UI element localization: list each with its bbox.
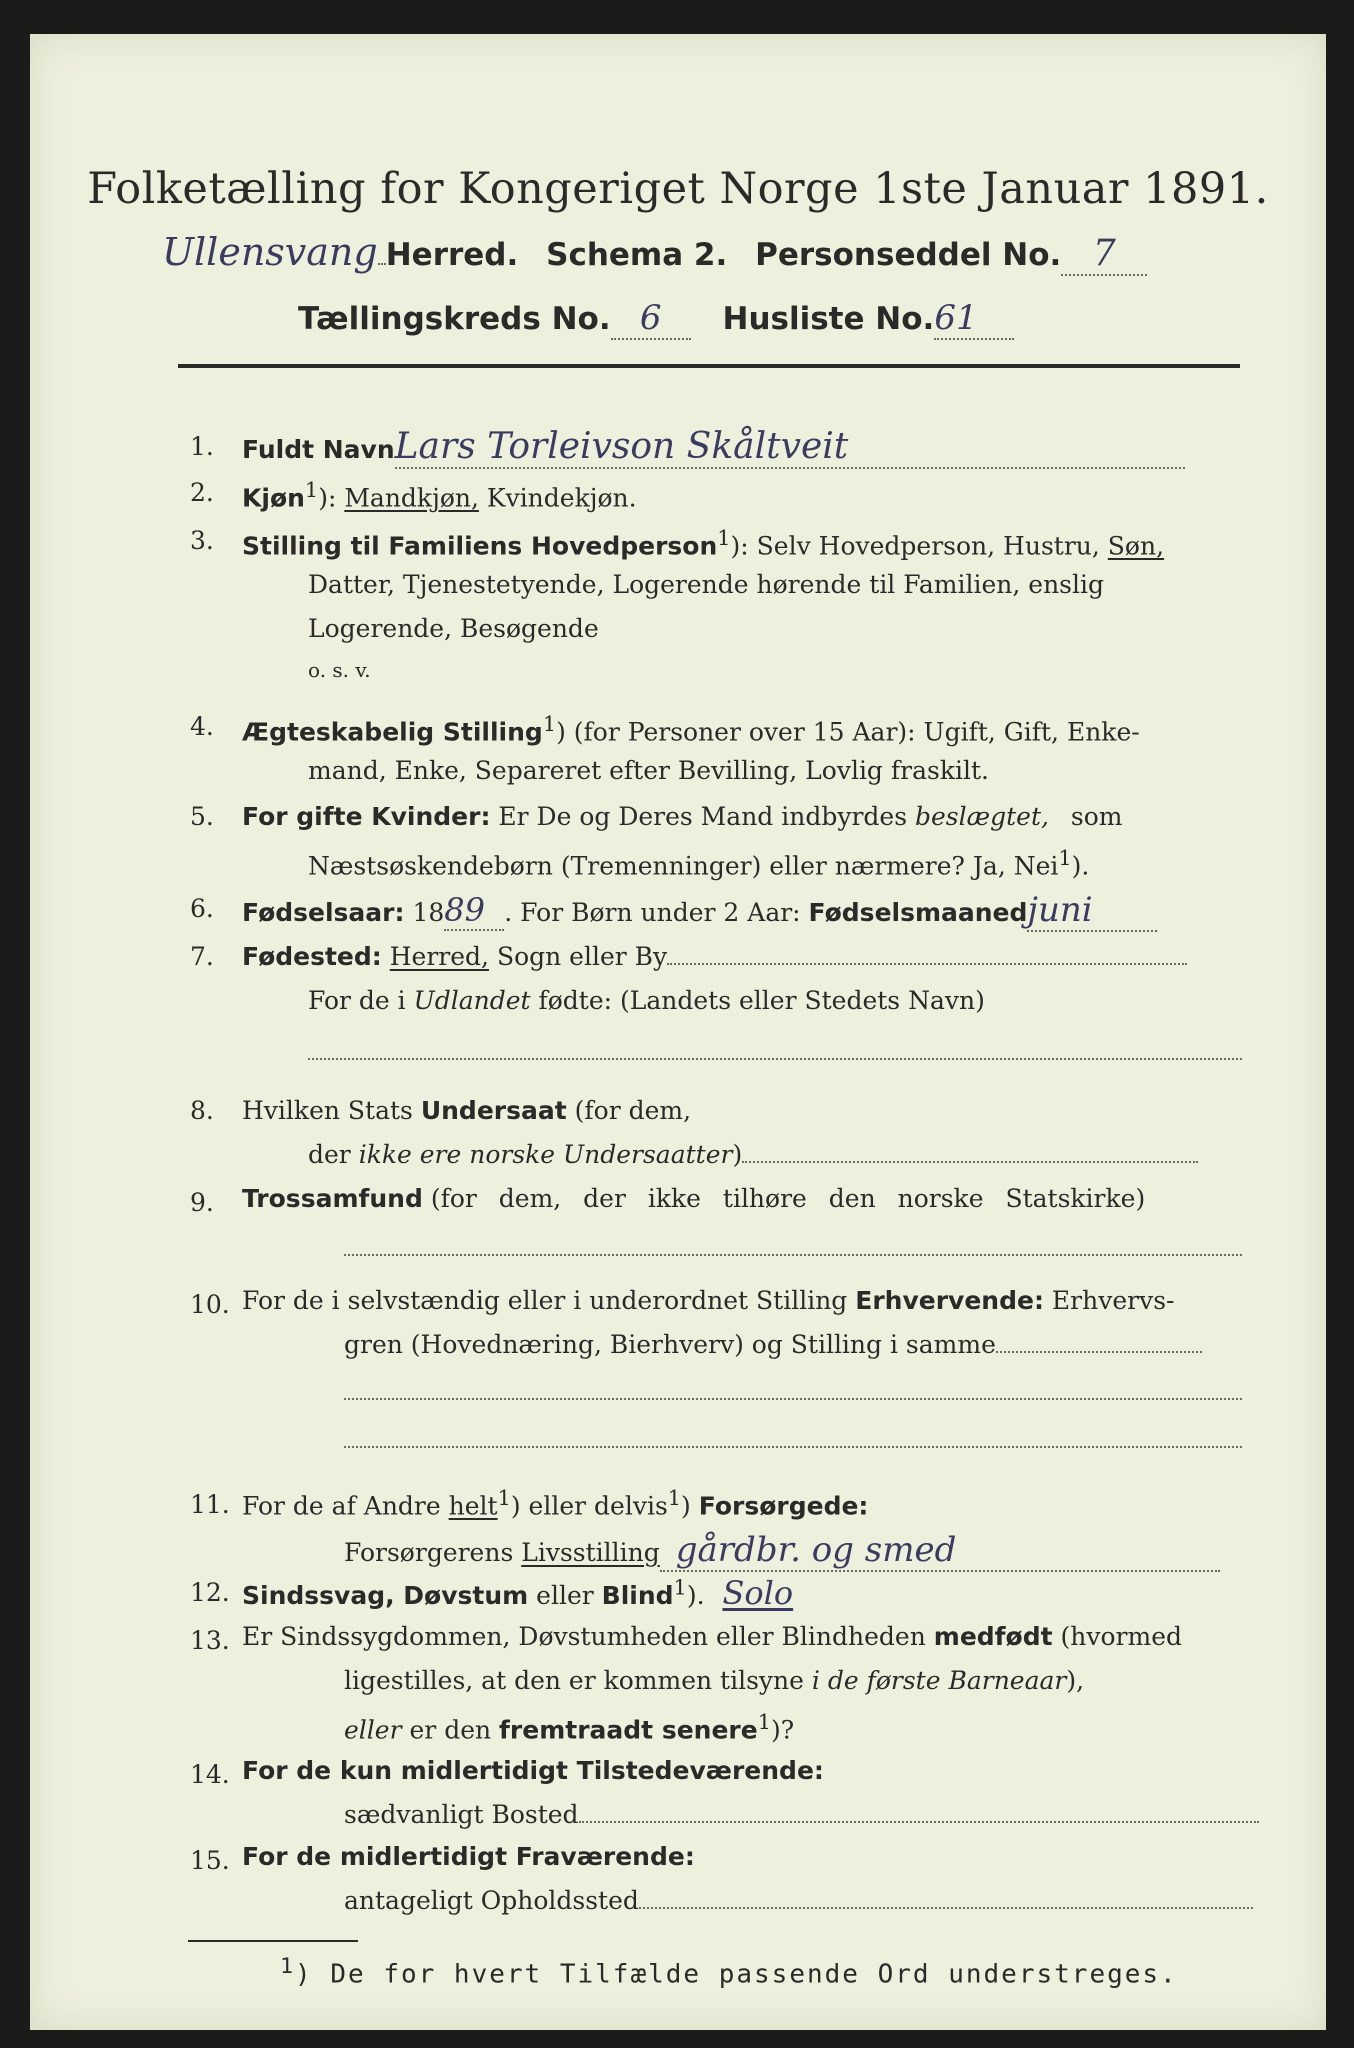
gender-label: Kjøn <box>242 483 305 513</box>
footnote <box>280 1954 1178 1990</box>
answer-line <box>344 1446 1242 1448</box>
dependent-label: Forsørgede: <box>698 1491 869 1521</box>
birth-year-value: 89 <box>444 891 485 929</box>
citizenship-line2 <box>308 1140 1198 1169</box>
abroad-suffix: fødte: (Landets eller Stedets Navn) <box>538 986 985 1015</box>
birth-year-prefix: 18 <box>412 898 445 927</box>
birthplace-line2 <box>308 986 985 1015</box>
married-women-label: For gifte Kvinder: <box>242 802 491 831</box>
item-temporary-absent <box>242 1842 695 1871</box>
option-son: Søn, <box>1107 531 1165 561</box>
abroad-prefix: For de i <box>308 986 406 1015</box>
personseddel-value: 7 <box>1092 233 1116 274</box>
birth-year-label: Fødselsaar: <box>242 898 405 927</box>
family-position-label: Stilling til Familiens Hovedperson <box>242 531 718 561</box>
punctuation: )? <box>770 1715 795 1745</box>
item-gender <box>242 478 637 512</box>
punctuation: ). <box>686 1581 705 1610</box>
schema-label: Schema 2. <box>546 237 728 273</box>
religion-label: Trossamfund <box>242 1184 423 1213</box>
usual-residence-label: sædvanligt Bosted <box>344 1800 579 1829</box>
item-number: 11. <box>190 1490 230 1519</box>
item-marital-status <box>242 712 1140 746</box>
abroad-word: Udlandet <box>413 986 531 1015</box>
provider-occupation-label: Livsstilling <box>521 1538 660 1567</box>
disability-label: Sindssvag, Døvstum <box>242 1581 529 1610</box>
married-women-question: Er De og Deres Mand indbyrdes <box>498 802 908 831</box>
married-women-line2 <box>308 846 1089 880</box>
temporary-absent-label: For de midlertidigt Fraværende: <box>242 1842 695 1871</box>
citizenship-label: Undersaat <box>420 1096 567 1125</box>
disability-value: Solo <box>722 1574 794 1612</box>
item-number: 7. <box>190 942 214 971</box>
footnote-ref: 1 <box>667 1486 682 1510</box>
provider-prefix: Forsørgerens <box>344 1538 514 1567</box>
family-position-options: ): Selv Hovedperson, Hustru, <box>730 531 1100 561</box>
married-women-question2: Næstsøskendebørn (Tremenninger) eller nærmere? Ja, Nei <box>308 851 1059 881</box>
birth-month-intro: . For Børn under 2 Aar: <box>504 898 801 927</box>
item-number: 5. <box>190 802 214 831</box>
citizenship-prefix: Hvilken Stats <box>242 1096 413 1125</box>
citizenship-line2-prefix: der <box>308 1140 351 1169</box>
colon: ): <box>318 483 337 513</box>
birthplace-option-herred: Herred, <box>389 942 489 971</box>
family-position-line2: Datter, Tjenestetyende, Logerende hørende til Familien, enslig <box>308 570 1105 599</box>
item-family-position <box>242 526 1164 560</box>
occupation-line2 <box>344 1330 1202 1359</box>
full-name-value: Lars Torleivson Skåltveit <box>394 426 849 467</box>
item-disability <box>242 1574 793 1612</box>
disability-or: eller <box>536 1581 594 1610</box>
item-congenital <box>242 1622 1182 1651</box>
kreds-value: 6 <box>639 298 662 338</box>
item-number: 2. <box>190 478 214 507</box>
item-dependent <box>242 1486 868 1520</box>
punctuation: ) <box>732 1140 743 1169</box>
occupation-label: Erhvervende: <box>855 1286 1044 1315</box>
item-number: 9. <box>190 1188 214 1217</box>
temporary-absent-line2 <box>344 1886 1253 1915</box>
footnote-ref: 1 <box>497 1486 511 1510</box>
personseddel-label: Personseddel No. <box>755 237 1062 273</box>
item-number: 13. <box>190 1626 230 1655</box>
citizenship-suffix: (for dem, <box>574 1096 692 1125</box>
family-position-line3: Logerende, Besøgende <box>308 614 599 643</box>
herred-label: Herred. <box>385 237 519 273</box>
married-women-som: som <box>1070 802 1123 831</box>
birthplace-label: Fødested: <box>242 942 382 971</box>
footnote-ref: 1 <box>304 478 319 502</box>
punctuation: ) <box>681 1491 691 1521</box>
occupation-prefix: For de i selvstændig eller i underordnet Stilling <box>242 1286 848 1315</box>
footnote-ref: 1 <box>1058 846 1072 870</box>
answer-line <box>308 1058 1242 1060</box>
dependent-line2 <box>344 1530 1220 1572</box>
footnote-ref: 1 <box>757 1710 771 1734</box>
item-birthplace <box>242 942 1187 971</box>
congenital-or: eller <box>344 1715 402 1745</box>
congenital-early-years: i de første Barneaar <box>811 1666 1067 1695</box>
birth-month-label: Fødselsmaaned <box>808 898 1028 927</box>
congenital-line3 <box>344 1710 794 1744</box>
item-number: 14. <box>190 1760 230 1789</box>
dependent-prefix: For de af Andre <box>242 1491 441 1521</box>
item-married-women <box>242 802 1123 831</box>
kreds-label: Tællingskreds No. <box>298 301 611 337</box>
congenital-question: Er Sindssygdommen, Døvstumheden eller Blindheden <box>242 1622 926 1651</box>
item-number: 3. <box>190 526 214 555</box>
footnote-ref: 1 <box>542 712 557 736</box>
family-position-line4: o. s. v. <box>308 658 371 682</box>
marital-status-line2: mand, Enke, Separeret efter Bevilling, Lovlig fraskilt. <box>308 756 989 785</box>
item-temporary-present <box>242 1756 824 1785</box>
congenital-suffix: (hvormed <box>1060 1622 1183 1651</box>
item-religion <box>242 1184 1145 1213</box>
congenital-label: medfødt <box>933 1622 1053 1651</box>
blind-label: Blind <box>601 1581 674 1610</box>
item-number: 1. <box>190 432 214 461</box>
dependent-delvis: ) eller delvis <box>510 1491 668 1521</box>
item-number: 4. <box>190 712 214 741</box>
header-rule <box>178 364 1240 368</box>
congenital-line2-prefix: ligestilles, at den er kommen tilsyne <box>344 1666 804 1695</box>
item-birth-year <box>242 890 1157 932</box>
footnote-ref: 1 <box>717 526 731 550</box>
marital-status-label: Ægteskabelig Stilling <box>242 717 543 747</box>
census-form <box>30 34 1326 2030</box>
answer-line <box>344 1254 1242 1256</box>
item-citizenship <box>242 1096 691 1125</box>
provider-occupation-value: gårdbr. og smed <box>675 1530 957 1570</box>
citizenship-line2-italic: ikke ere norske Undersaatter <box>358 1140 733 1169</box>
footnote-ref: 1 <box>673 1575 687 1600</box>
gender-option-male: Mandkjøn, <box>344 483 479 513</box>
item-occupation <box>242 1286 1174 1315</box>
herred-value: Ullensvang <box>162 230 378 274</box>
husliste-label: Husliste No. <box>722 301 935 337</box>
birth-month-value: juni <box>1027 890 1093 930</box>
form-title: Folketælling for Kongeriget Norge 1ste Januar 1891. <box>87 164 1269 214</box>
full-name-label: Fuldt Navn <box>242 435 395 464</box>
temporary-present-label: For de kun midlertidigt Tilstedeværende: <box>242 1756 824 1785</box>
occupation-line2-text: gren (Hovednæring, Bierhverv) og Stilling i samme <box>344 1330 996 1359</box>
item-number: 8. <box>190 1096 214 1125</box>
item-full-name <box>242 426 1185 469</box>
birthplace-options: Sogn eller By <box>496 942 668 971</box>
item-number: 10. <box>190 1290 230 1319</box>
occupation-suffix: Erhvervs- <box>1051 1286 1175 1315</box>
option-helt: helt <box>448 1491 498 1521</box>
item-number: 12. <box>190 1578 230 1607</box>
temporary-present-line2 <box>344 1800 1259 1829</box>
herred-line <box>162 230 1147 276</box>
probable-residence-label: antageligt Opholdssted <box>344 1886 639 1915</box>
answer-line <box>344 1398 1242 1400</box>
punctuation: ), <box>1066 1666 1085 1695</box>
husliste-value: 61 <box>934 298 978 338</box>
religion-note: (for dem, der ikke tilhøre den norske Statskirke) <box>430 1184 1146 1213</box>
later-onset-label: fremtraadt senere <box>499 1715 758 1745</box>
item-number: 15. <box>190 1846 230 1875</box>
congenital-line2 <box>344 1666 1084 1695</box>
congenital-line3-prefix: er den <box>409 1715 492 1745</box>
gender-option-female: Kvindekjøn. <box>486 483 637 513</box>
marital-status-options: ) (for Personer over 15 Aar): Ugift, Gift, Enke- <box>556 717 1140 747</box>
footnote-marker: 1 <box>280 1954 296 1979</box>
married-women-related: beslægtet, <box>915 802 1049 831</box>
kreds-line <box>298 298 1014 340</box>
punctuation: ). <box>1071 851 1090 881</box>
item-number: 6. <box>190 894 214 923</box>
footnote-rule <box>188 1940 358 1942</box>
footnote-text: ) De for hvert Tilfælde passende Ord understreges. <box>295 1959 1178 1990</box>
